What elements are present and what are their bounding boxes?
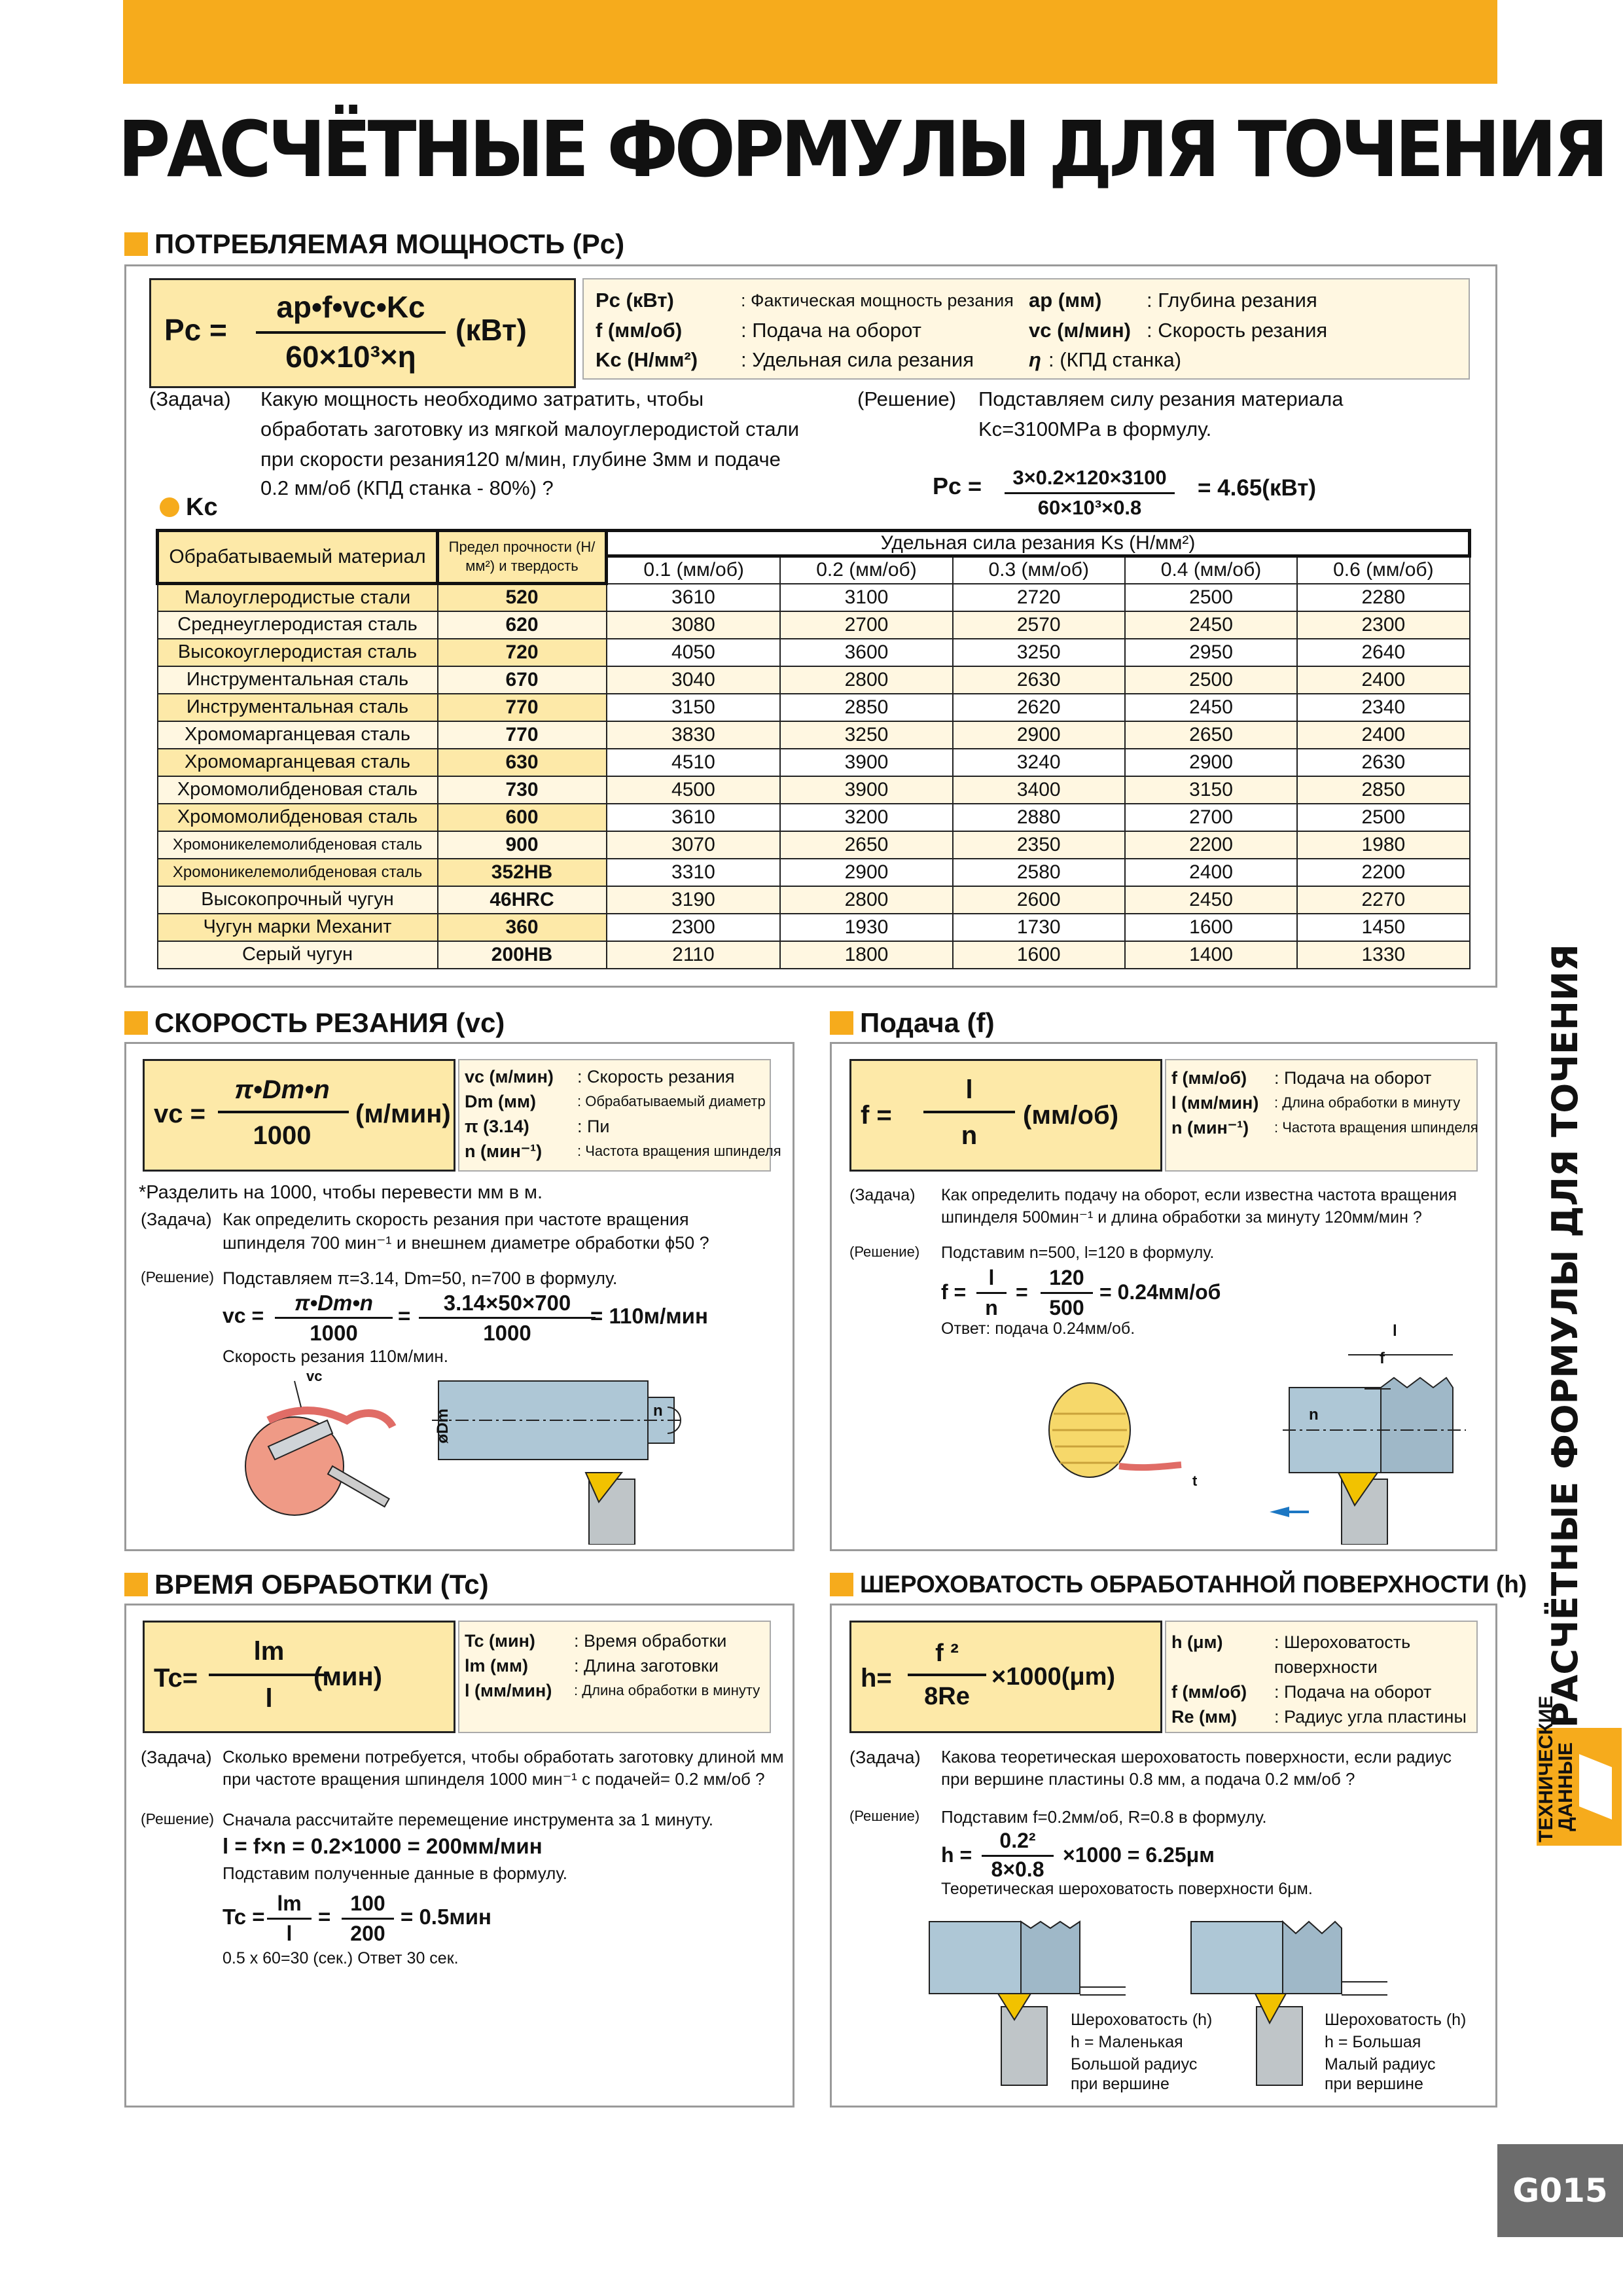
material-cell: Хромоникелемолибденовая сталь [158, 831, 438, 859]
kc-value-cell: 2850 [1297, 776, 1469, 804]
fraction-line [267, 1918, 312, 1920]
material-cell: Хромомарганцевая сталь [158, 721, 438, 749]
kc-value-cell: 2500 [1297, 804, 1469, 831]
strength-cell: 600 [438, 804, 607, 831]
kc-value-cell: 2600 [953, 886, 1125, 914]
time-variables-box: Tc (мин) : Время обработки lm (мм) : Длина заготовки l (мм/мин) : Длина обработки в минуту [458, 1621, 771, 1733]
strength-cell: 620 [438, 611, 607, 639]
section-heading-power: ПОТРЕБЛЯЕМАЯ МОЩНОСТЬ (Pc) [124, 228, 624, 260]
table-row [158, 749, 1470, 776]
table-row [158, 776, 1470, 804]
material-cell: Высокопрочный чугун [158, 886, 438, 914]
kc-value-cell: 3310 [607, 859, 781, 886]
material-cell: Инструментальная сталь [158, 666, 438, 694]
page-title: РАСЧЁТНЫЕ ФОРМУЛЫ ДЛЯ ТОЧЕНИЯ [118, 104, 1605, 194]
section-heading-speed: СКОРОСТЬ РЕЗАНИЯ (vc) [124, 1007, 505, 1039]
roughness-variables-box: h (μм) : Шероховатость поверхности f (мм/об) : Подача на оборот Re (мм) : Радиус угла пластины [1165, 1621, 1478, 1733]
l-label: l [1393, 1322, 1397, 1340]
material-cell: Высокоуглеродистая сталь [158, 639, 438, 666]
bullet-square-icon [124, 1573, 148, 1596]
col-feed-header: 0.3 (мм/об) [953, 556, 1125, 584]
material-cell: Хромомарганцевая сталь [158, 749, 438, 776]
kc-value-cell: 2650 [780, 831, 952, 859]
kc-value-cell: 2900 [780, 859, 952, 886]
strength-cell: 720 [438, 639, 607, 666]
kc-value-cell: 3610 [607, 584, 781, 611]
strength-cell: 730 [438, 776, 607, 804]
kc-value-cell: 3250 [780, 721, 952, 749]
kc-value-cell: 3070 [607, 831, 781, 859]
kc-value-cell: 2450 [1125, 611, 1297, 639]
table-row [158, 886, 1470, 914]
t-label: t [1192, 1473, 1198, 1489]
kc-value-cell: 2880 [953, 804, 1125, 831]
section-heading-time: ВРЕМЯ ОБРАБОТКИ (Tc) [124, 1568, 489, 1601]
kc-value-cell: 1980 [1297, 831, 1469, 859]
material-cell: Хромоникелемолибденовая сталь [158, 859, 438, 886]
speed-variables-box: vc (м/мин) : Скорость резания Dm (мм) : Обрабатываемый диаметр π (3.14) : Пи n (мин⁻¹) : Частота вращения шпинделя [458, 1059, 771, 1172]
kc-value-cell: 2640 [1297, 639, 1469, 666]
strength-cell: 520 [438, 584, 607, 611]
feed-formula-box: f = l n (мм/об) [849, 1059, 1162, 1172]
kc-value-cell: 2580 [953, 859, 1125, 886]
table-row [158, 584, 1470, 611]
table-row [158, 694, 1470, 721]
kc-value-cell: 2350 [953, 831, 1125, 859]
kc-value-cell: 3830 [607, 721, 781, 749]
kc-value-cell: 3100 [780, 584, 952, 611]
material-cell: Серый чугун [158, 941, 438, 969]
fraction-line [342, 1918, 394, 1920]
kc-value-cell: 1730 [953, 914, 1125, 941]
kc-value-cell: 2800 [780, 666, 952, 694]
kc-value-cell: 2340 [1297, 694, 1469, 721]
kc-value-cell: 2400 [1125, 859, 1297, 886]
technical-data-tab[interactable]: ТЕХНИЧЕСКИЕ ДАННЫЕ [1537, 1728, 1622, 1846]
power-formula-box: Pc = ap•f•vc•Kc 60×10³×η (кВт) [149, 278, 576, 388]
kc-value-cell: 3250 [953, 639, 1125, 666]
fraction-line [209, 1674, 328, 1676]
kc-value-cell: 1600 [953, 941, 1125, 969]
strength-cell: 900 [438, 831, 607, 859]
kc-value-cell: 3150 [1125, 776, 1297, 804]
kc-value-cell: 3400 [953, 776, 1125, 804]
kc-label: Kc [186, 493, 218, 521]
fraction-line [256, 331, 446, 334]
kc-value-cell: 3190 [607, 886, 781, 914]
n-label: n [1309, 1406, 1319, 1424]
kc-value-cell: 1930 [780, 914, 952, 941]
top-accent-bar [123, 0, 1497, 84]
material-cell: Среднеуглеродистая сталь [158, 611, 438, 639]
kc-value-cell: 2570 [953, 611, 1125, 639]
material-cell: Хромомолибденовая сталь [158, 804, 438, 831]
kc-value-cell: 2700 [1125, 804, 1297, 831]
kc-value-cell: 2450 [1125, 886, 1297, 914]
strength-cell: 352HB [438, 859, 607, 886]
bullet-square-icon [124, 1011, 148, 1035]
fraction-line [1041, 1292, 1093, 1294]
dm-label: øDm [433, 1408, 452, 1444]
formula-denominator: 60×10³×η [285, 340, 416, 374]
kc-value-cell: 2900 [1125, 749, 1297, 776]
task-label: (Задача) [149, 387, 231, 410]
kc-value-cell: 1450 [1297, 914, 1469, 941]
kc-value-cell: 2630 [953, 666, 1125, 694]
solution-label: (Решение) [857, 387, 956, 410]
kc-value-cell: 3040 [607, 666, 781, 694]
kc-value-cell: 2850 [780, 694, 952, 721]
table-row [158, 941, 1470, 969]
strength-cell: 770 [438, 694, 607, 721]
kc-table [156, 529, 1471, 969]
strength-cell: 630 [438, 749, 607, 776]
kc-value-cell: 4500 [607, 776, 781, 804]
section-heading-feed: Подача (f) [830, 1007, 995, 1039]
table-row [158, 804, 1470, 831]
kc-value-cell: 2200 [1297, 859, 1469, 886]
fraction-line [908, 1674, 986, 1676]
table-row [158, 831, 1470, 859]
fraction-line [218, 1111, 349, 1113]
material-cell: Чугун марки Механит [158, 914, 438, 941]
bullet-square-icon [830, 1573, 853, 1596]
speed-illustration [223, 1368, 785, 1545]
strength-cell: 360 [438, 914, 607, 941]
fraction-line [976, 1292, 1007, 1294]
kc-value-cell: 2950 [1125, 639, 1297, 666]
kc-value-cell: 2200 [1125, 831, 1297, 859]
kc-value-cell: 2900 [953, 721, 1125, 749]
material-cell: Инструментальная сталь [158, 694, 438, 721]
table-row [158, 611, 1470, 639]
kc-value-cell: 3240 [953, 749, 1125, 776]
kc-value-cell: 4050 [607, 639, 781, 666]
material-cell: Малоуглеродистые стали [158, 584, 438, 611]
col-strength-header: Предел прочности (Н/мм²) и твердость [438, 531, 607, 584]
strength-cell: 200HB [438, 941, 607, 969]
material-cell: Хромомолибденовая сталь [158, 776, 438, 804]
book-icon [1576, 1748, 1615, 1826]
f-label: f [1380, 1350, 1385, 1367]
kc-value-cell: 1600 [1125, 914, 1297, 941]
strength-cell: 46HRC [438, 886, 607, 914]
kc-value-cell: 1330 [1297, 941, 1469, 969]
table-row [158, 666, 1470, 694]
fraction-line [982, 1855, 1054, 1857]
power-variables-box: Pc (кВт) : Фактическая мощность резания f (мм/об) : Подача на оборот Kc (Н/мм²) : Удельная сила резания ap (мм) : Глубина резания vc (м/мин) : Скорость резания η : (КПД станка) [582, 278, 1470, 380]
kc-value-cell: 2450 [1125, 694, 1297, 721]
kc-value-cell: 2270 [1297, 886, 1469, 914]
kc-value-cell: 2400 [1297, 721, 1469, 749]
strength-cell: 670 [438, 666, 607, 694]
kc-bullet-icon [160, 497, 179, 517]
kc-value-cell: 2700 [780, 611, 952, 639]
kc-value-cell: 2280 [1297, 584, 1469, 611]
table-row [158, 914, 1470, 941]
roughness-formula-box: h= f ² 8Re ×1000(μm) [849, 1621, 1162, 1733]
col-feed-header: 0.6 (мм/об) [1297, 556, 1469, 584]
kc-value-cell: 2800 [780, 886, 952, 914]
bullet-square-icon [124, 232, 148, 256]
kc-value-cell: 3900 [780, 776, 952, 804]
col-feed-header: 0.4 (мм/об) [1125, 556, 1297, 584]
table-row [158, 639, 1470, 666]
fraction-line [1005, 492, 1175, 494]
fraction-line [275, 1317, 393, 1319]
kc-value-cell: 3600 [780, 639, 952, 666]
n-label: n [653, 1402, 663, 1420]
kc-value-cell: 2110 [607, 941, 781, 969]
time-formula-box: Tc= lm l (мин) [143, 1621, 455, 1733]
kc-value-cell: 2400 [1297, 666, 1469, 694]
kc-value-cell: 2500 [1125, 584, 1297, 611]
kc-value-cell: 1400 [1125, 941, 1297, 969]
feed-illustration [1021, 1316, 1479, 1545]
fraction-line [419, 1317, 596, 1319]
table-row [158, 859, 1470, 886]
formula-numerator: ap•f•vc•Kc [276, 290, 425, 324]
kc-value-cell: 3610 [607, 804, 781, 831]
page-number: G015 [1497, 2144, 1623, 2237]
table-row [158, 721, 1470, 749]
kc-value-cell: 3200 [780, 804, 952, 831]
col-feed-header: 0.2 (мм/об) [780, 556, 952, 584]
col-feed-header: 0.1 (мм/об) [607, 556, 781, 584]
kc-value-cell: 2620 [953, 694, 1125, 721]
kc-value-cell: 1800 [780, 941, 952, 969]
kc-value-cell: 3080 [607, 611, 781, 639]
speed-formula-box: vc = π•Dm•n 1000 (м/мин) [143, 1059, 455, 1172]
kc-value-cell: 2300 [607, 914, 781, 941]
feed-variables-box: f (мм/об) : Подача на оборот l (мм/мин) : Длина обработки в минуту n (мин⁻¹) : Частота вращения шпинделя [1165, 1059, 1478, 1172]
kc-value-cell: 3150 [607, 694, 781, 721]
fraction-line [923, 1111, 1015, 1113]
kc-value-cell: 2630 [1297, 749, 1469, 776]
kc-value-cell: 4510 [607, 749, 781, 776]
kc-value-cell: 2720 [953, 584, 1125, 611]
section-heading-roughness: ШЕРОХОВАТОСТЬ ОБРАБОТАННОЙ ПОВЕРХНОСТИ (h) [830, 1568, 1527, 1601]
kc-value-cell: 2650 [1125, 721, 1297, 749]
kc-value-cell: 2300 [1297, 611, 1469, 639]
col-group-header: Удельная сила резания Ks (Н/мм²) [607, 531, 1470, 556]
kc-table-body [158, 584, 1470, 969]
kc-value-cell: 2500 [1125, 666, 1297, 694]
bullet-square-icon [830, 1011, 853, 1035]
strength-cell: 770 [438, 721, 607, 749]
vc-label: vc [306, 1368, 323, 1384]
kc-value-cell: 3900 [780, 749, 952, 776]
col-material-header: Обрабатываемый материал [158, 531, 438, 584]
side-title: РАСЧЁТНЫЕ ФОРМУЛЫ ДЛЯ ТОЧЕНИЯ [1544, 944, 1586, 1728]
